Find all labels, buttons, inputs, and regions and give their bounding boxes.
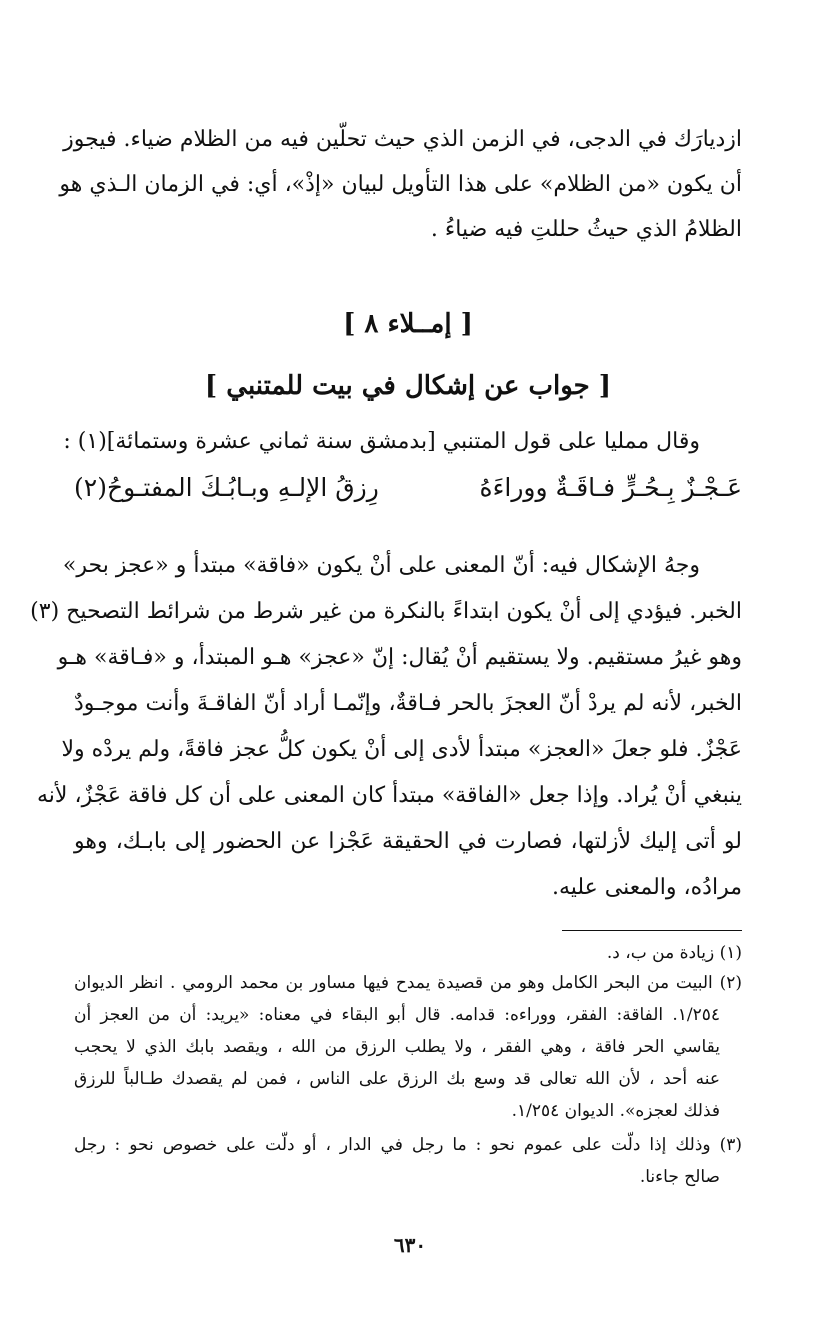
page-number: ٦٣٠ xyxy=(393,1233,427,1257)
body-line: مرادُه، والمعنى عليه. xyxy=(551,875,742,900)
intro-line: وقال ممليا على قول المتنبي [بدمشق سنة ثماني عشرة وستمائة](١) : xyxy=(63,429,700,454)
body-line: ينبغي أنْ يُراد. وإذا جعل «الفاقة» مبتدأ كان المعنى على أن كل فاقة عَجْزٌ، لأنه xyxy=(37,783,742,808)
verse-line xyxy=(74,468,742,516)
footnote-line: عنه أحد ، لأن الله تعالى قد وسع بك الرزق على الناس ، فمن لم يقصدك طـالباً للرزق xyxy=(74,1069,720,1089)
body-line: الظلامُ الذي حيثُ حللتِ فيه ضياءُ . xyxy=(430,217,742,242)
body-line: لو أتى إليك لأزلتها، فصارت في الحقيقة عَجْزا عن الحضور إلى بابـك، وهو xyxy=(74,829,742,854)
body-line: وهو غيرُ مستقيم. ولا يستقيم أنْ يُقال: إنّ «عجز» هـو المبتدأ، و «فـاقة» هـو xyxy=(57,645,742,670)
footnote-line: (٢) البيت من البحر الكامل وهو من قصيدة يمدح فيها مساور بن محمد الرومي . انظر الديوان xyxy=(74,973,742,993)
footnote-line: يقاسي الحر فاقة ، وهي الفقر ، ولا يطلب الرزق من الله ، ويقصد بابك الذي لا يحجب xyxy=(74,1037,720,1057)
footnote-line: فذلك لعجزه». الديوان ١/٢٥٤. xyxy=(511,1101,720,1121)
body-line: الخبر، لأنه لم يردْ أنّ العجزَ بالحر فـاقةٌ، وإنّمـا أراد أنّ الفاقـةَ وأنت موجـودٌ xyxy=(74,691,742,716)
body-line: الخبر. فيؤدي إلى أنْ يكون ابتداءً بالنكرة من غير شرط من شرائط التصحيح (٣) xyxy=(30,599,742,624)
body-line: ازديارَك في الدجى، في الزمن الذي حيث تحلّين فيه من الظلام ضياء. فيجوز xyxy=(63,127,742,152)
footnote-separator xyxy=(562,930,742,931)
verse-first-hemistich: عَـجْـزٌ بِـحُـرٍّ فـاقَـةٌ ووراءَهُ xyxy=(479,473,742,502)
body-line: عَجْزٌ. فلو جعلَ «العجز» مبتدأ لأدى إلى أنْ يكون كلُّ عجز فاقةً، ولم يردْه ولا xyxy=(61,737,742,762)
verse-second-hemistich: رِزقُ الإلـهِ وبـابُـكَ المفتـوحُ(٢) xyxy=(74,473,379,502)
footnote-line: (٣) وذلك إذا دلّت على عموم نحو : ما رجل في الدار ، أو دلّت على خصوص نحو : رجل xyxy=(74,1135,742,1155)
footnote-line: (١) زيادة من ب، د. xyxy=(606,943,742,963)
section-title: [ جواب عن إشكال في بيت للمتنبي ] xyxy=(204,371,612,401)
body-line: وجهُ الإشكال فيه: أنّ المعنى على أنْ يكون «فاقة» مبتدأ و «عجز بحر» xyxy=(62,553,700,578)
body-line: أن يكون «من الظلام» على هذا التأويل لبيان «إذْ»، أي: في الزمان الـذي هو xyxy=(59,172,742,197)
footnote-line: صالح جاءنا. xyxy=(639,1167,720,1187)
section-number-heading: [ إمــلاء ٨ ] xyxy=(343,309,473,339)
footnote-line: ١/٢٥٤. الفاقة: الفقر، ووراءه: قدامه. قال أبو البقاء في معناه: «يريد: أن من العجز أن xyxy=(74,1005,720,1025)
